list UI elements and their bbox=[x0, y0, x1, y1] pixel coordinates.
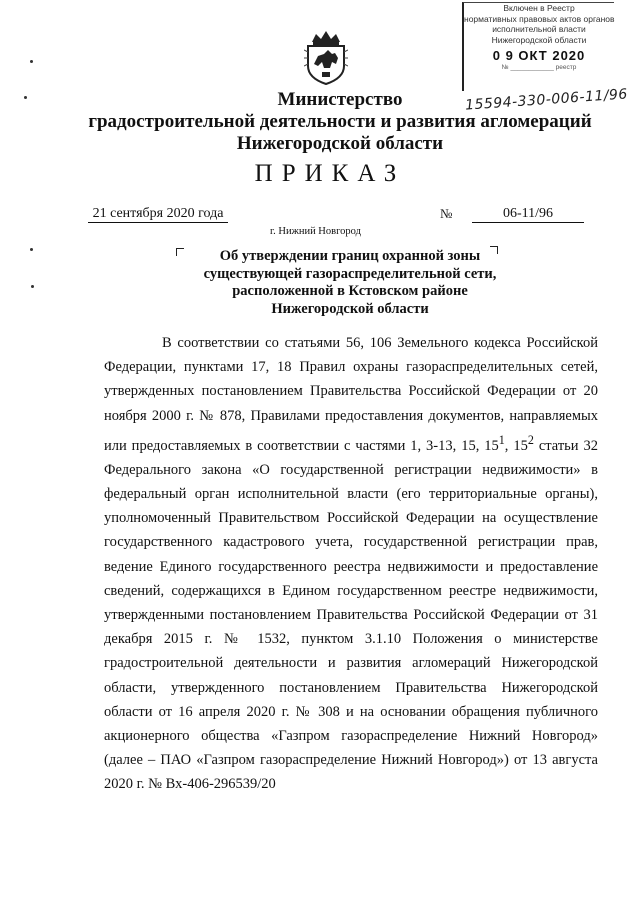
scan-speck bbox=[24, 96, 27, 99]
coat-of-arms-icon bbox=[304, 28, 348, 86]
order-title bbox=[180, 248, 520, 318]
order-title-line-1: Об утверждении границ охранной зоны bbox=[219, 248, 481, 264]
order-date: 21 сентября 2020 года bbox=[88, 206, 228, 223]
body-text-part-2: , 15 bbox=[504, 437, 528, 454]
document-type-heading: ПРИКАЗ bbox=[254, 160, 406, 187]
order-number-label: № bbox=[440, 206, 453, 221]
body-text-part-1: В соответствии со статьями 56, 106 Земельного кодекса Российской Федерации, пунктами 17, 18 Правил охраны газораспределительных сетей, утвержденных постановлением Правительства Российской Федерации от 20 ноября 2000 г. № 878, Правилами предоставления документов, направляемых или предоставляемых в соответствии с частями 1, 3-13, 15, 15 bbox=[104, 335, 598, 454]
body-text-part-3: статьи 32 Федерального закона «О государственной регистрации недвижимости» в федеральный орган исполнительной власти (его территориальные органы), уполномоченный Правительством Российской Федерации на осуществление государственного кадастрового учета, государственной регистрации прав, ведение Единого государственного реестра недвижимости и предоставление сведений, содержащихся в Едином государственном реестре недвижимости, утвержденными постановлением Правительства Российской Федерации от 31 декабря 2015 г. № 1532, пунктом 3.1.10 Положения о министерстве градостроительной деятельности и развития агломераций Нижегородской области, утвержденного постановлением Правительства Нижегородской области от 16 апреля 2020 г. № 308 и на основании обращения публичного акционерного общества «Газпром газораспределение Нижний Новгород» (далее – ПАО «Газпром газораспределение Нижний Новгород») от 13 августа 2020 г. № Вх-406-296539/20 bbox=[104, 437, 598, 793]
stamp-line-4: Нижегородской области bbox=[491, 34, 587, 45]
stamp-line-3: исполнительной власти bbox=[492, 24, 586, 34]
issue-city: г. Нижний Новгород bbox=[270, 226, 361, 237]
body-paragraph bbox=[104, 331, 598, 797]
order-number: 06-11/96 bbox=[472, 206, 584, 223]
stamp-date: 0 9 ОКТ 2020 bbox=[492, 48, 586, 63]
registry-stamp bbox=[462, 2, 614, 91]
stamp-line-5: № ____________ реестр bbox=[501, 64, 577, 71]
ministry-title-line-2: градостроительной деятельности и развития агломераций bbox=[88, 111, 592, 132]
stamp-line-1: Включен в Реестр bbox=[503, 3, 575, 13]
ministry-title-line-1: Министерство bbox=[277, 89, 403, 110]
scan-speck bbox=[30, 60, 33, 63]
body-superscript-1: 1 bbox=[498, 432, 505, 447]
handwritten-registry-number: 15594-330-006-11/96 bbox=[464, 86, 629, 114]
order-title-line-2: существующей газораспределительной сети, bbox=[203, 265, 497, 282]
scan-speck bbox=[31, 285, 34, 288]
order-body bbox=[104, 331, 598, 797]
stamp-line-2: нормативных правовых актов органов bbox=[464, 13, 615, 24]
ministry-title-line-3: Нижегородской области bbox=[236, 133, 444, 154]
body-superscript-2: 2 bbox=[527, 432, 534, 447]
scan-speck bbox=[30, 248, 33, 251]
order-title-line-4: Нижегородской области bbox=[271, 300, 429, 317]
order-title-line-3: расположенной в Кстовском районе bbox=[232, 283, 468, 299]
